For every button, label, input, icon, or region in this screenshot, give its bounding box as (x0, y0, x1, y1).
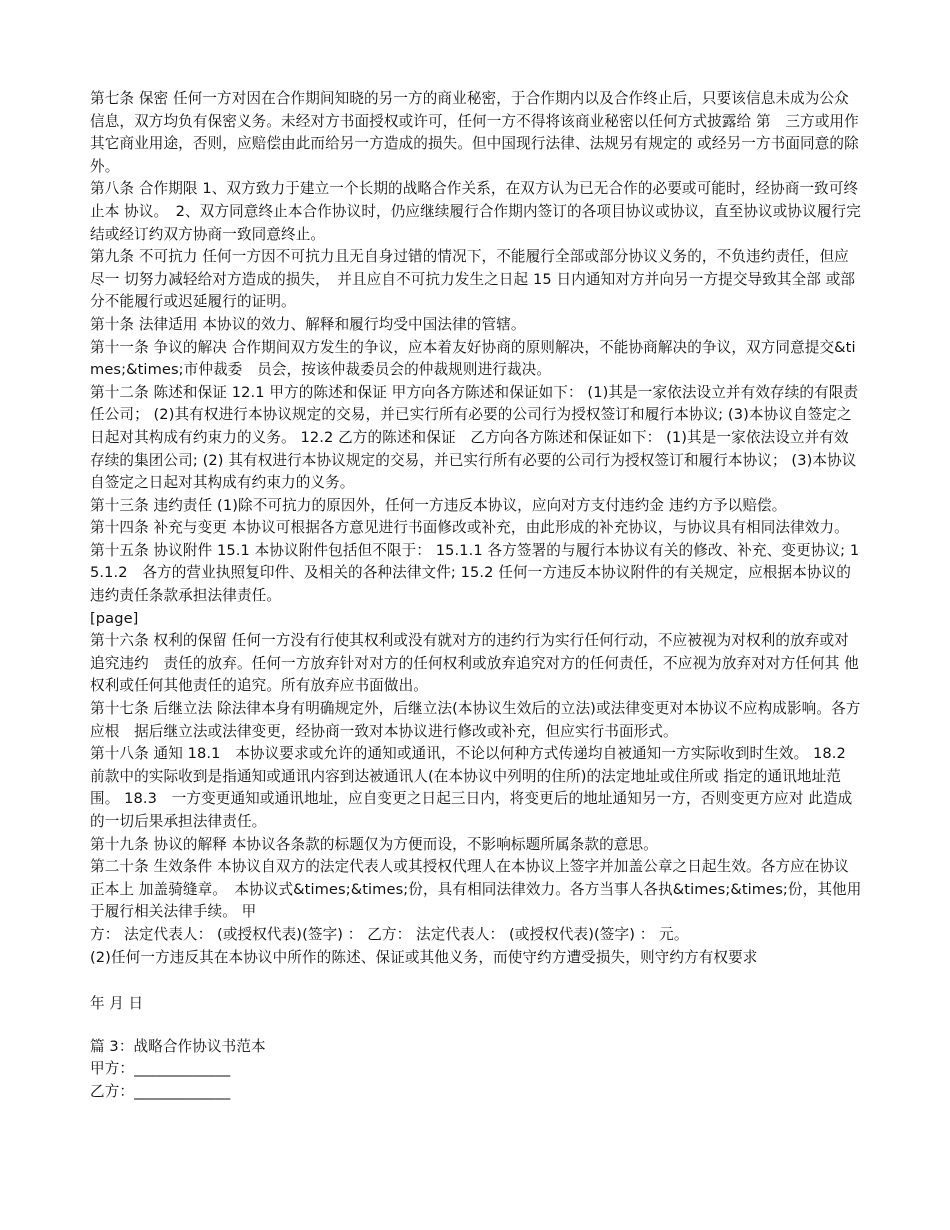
clause-7: 第七条 保密 任何一方对因在合作期间知晓的另一方的商业秘密，于合作期内以及合作终止后，只要该信息未成为公众 信息，双方均负有保密义务。未经对方书面授权或许可，任何一方不得将该商业秘密以任何方式披露给 第 三方或用作其它商业用途，否则，应赔偿由此而给另一方造成的损失。但中国现行法律、法规另有规定的 或经另一方书面同意的除外。 (90, 90, 864, 175)
party-a-line: 甲方：_____________ (90, 1060, 231, 1078)
clause-17: 第十七条 后继立法 除法律本身有明确规定外，后继立法(本协议生效后的立法)或法律变更对本协议不应构成影响。各方应根 据后继立法或法律变更，经协商一致对本协议进行修改或补充，但应实行书面形式。 (90, 700, 861, 740)
page-marker: [page] (90, 609, 139, 627)
party-b-line: 乙方：_____________ (90, 1082, 231, 1100)
clause-20: 第二十条 生效条件 本协议自双方的法定代表人或其授权代理人在本协议上签字并加盖公章之日起生效。各方应在协议正本上 加盖骑缝章。 本协议式&times;&times;份，具有相同法律效力。各方当事人各执&times;&times;份，其他用于履行相关法律手续。 甲 (90, 858, 862, 921)
section-title: 篇 3：战略合作协议书范本 (90, 1037, 266, 1055)
date-line: 年 月 日 (90, 995, 144, 1013)
clause-16: 第十六条 权利的保留 任何一方没有行使其权利或没有就对方的违约行为实行任何行动，不应被视为对权利的放弃或对追究违约 责任的放弃。任何一方放弃针对对方的任何权利或放弃追究对方的任何责任，不应视为放弃对对方任何其 他权利或任何其他责任的追究。所有放弃应书面做出。 (90, 632, 859, 695)
signature-line: 方： 法定代表人： (或授权代表)(签字) ： 乙方： 法定代表人： (或授权代表)(签字) ： 元。 (90, 925, 689, 943)
clause-15: 第十五条 协议附件 15.1 本协议附件包括但不限于： 15.1.1 各方签署的与履行本协议有关的修改、补充、变更协议; 15.1.2 各方的营业执照复印件、及相关的各种法律文件; 15.2 任何一方违反本协议附件的有关规定，应根据本协议的违约责任条款承担法律责任。 (90, 541, 860, 605)
clause-13: 第十三条 违约责任 (1)除不可抗力的原因外，任何一方违反本协议，应向对方支付违约金 违约方予以赔偿。 (90, 496, 787, 514)
clause-14: 第十四条 补充与变更 本协议可根据各方意见进行书面修改或补充，由此形成的补充协议，与协议具有相同法律效力。 (90, 519, 849, 537)
clause-11: 第十一条 争议的解决 合作期间双方发生的争议，应本着友好协商的原则解决，不能协商解决的争议，双方同意提交&times;&times;市仲裁委 员会，按该仲裁委员会的仲裁规则进行裁决。 (90, 338, 856, 379)
clause-12: 第十二条 陈述和保证 12.1 甲方的陈述和保证 甲方向各方陈述和保证如下： (1)其是一家依法设立并有效存续的有限责任公司； (2)其有权进行本协议规定的交易，并已实行所有必要的公司行为授权签订和履行本协议; (3)本协议自签定之日起对其构成有约束力的义务。 12.2 乙方的陈述和保证 乙方向各方陈述和保证如下： (1)其是一家依法设立并有效存续的集团公司; (2) 其有权进行本协议规定的交易，并已实行所有必要的公司行为授权签订和履行本协议； (3)本协议自签定之日起对其构成有约束力的义务。 (90, 383, 859, 492)
clause-9: 第九条 不可抗力 任何一方因不可抗力且无自身过错的情况下，不能履行全部或部分协议义务的，不负违约责任，但应尽一 切努力减轻给对方造成的损失， 并且应自不可抗力发生之日起 15 日内通知对方并向另一方提交导致其全部 或部分不能履行或迟延履行的证明。 (90, 248, 856, 311)
spacer (90, 969, 862, 993)
breach-clause-fragment: (2)任何一方违反其在本协议中所作的陈述、保证或其他义务，而使守约方遭受损失，则守约方有权要求 (90, 948, 758, 966)
spacer (90, 1016, 862, 1036)
clause-18: 第十八条 通知 18.1 本协议要求或允许的通知或通讯，不论以何种方式传递均自被通知一方实际收到时生效。 18.2 前款中的实际收到是指通知或通讯内容到达被通讯人(在本协议中列明的住所)的法定地址或住所或 指定的通讯地址范围。 18.3 一方变更通知或通讯地址，应自变更之日起三日内，将变更后的地址通知另一方，否则变更方应对 此造成的一切后果承担法律责任。 (90, 745, 861, 830)
clause-8: 第八条 合作期限 1、双方致力于建立一个长期的战略合作关系，在双方认为已无合作的必要或可能时，经协商一致可终止本 协议。 2、双方同意终止本合作协议时，仍应继续履行合作期内签订的各项目协议或协议，直至协议或协议履行完 结或经订约双方协商一致同意终止。 (90, 180, 866, 243)
clause-19: 第十九条 协议的解释 本协议各条款的标题仅为方便而设，不影响标题所属条款的意思。 (90, 835, 658, 853)
clause-10: 第十条 法律适用 本协议的效力、解释和履行均受中国法律的管辖。 (90, 315, 526, 333)
